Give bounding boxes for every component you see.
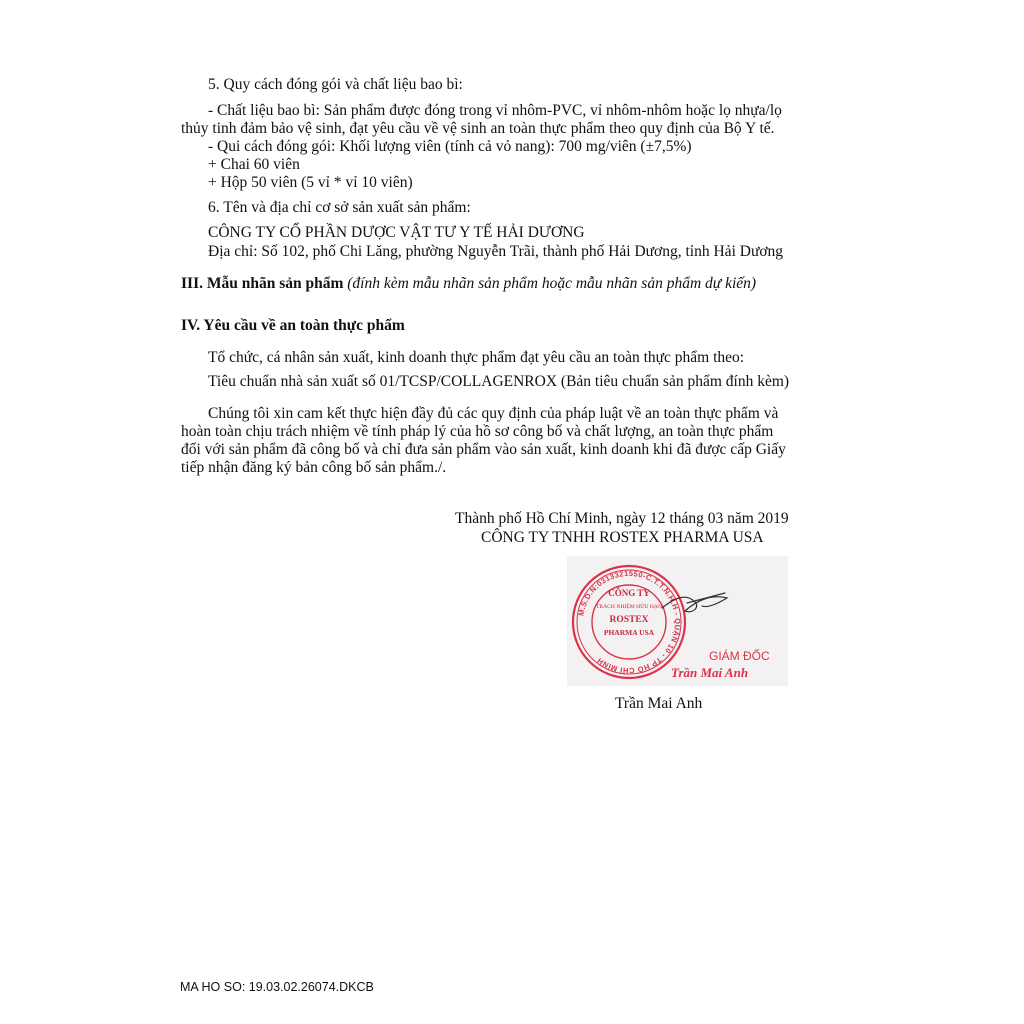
section6-heading: 6. Tên và địa chỉ cơ sở sản xuất sản phẩm: bbox=[208, 199, 471, 216]
commitment-line1: Chúng tôi xin cam kết thực hiện đầy đủ các quy định của pháp luật về an toàn thực phẩm và bbox=[208, 405, 779, 422]
company-seal-image bbox=[567, 556, 788, 686]
seal-center-line3: ROSTEX bbox=[609, 615, 649, 625]
section5-material-line1: - Chất liệu bao bì: Sản phẩm được đóng trong vỉ nhôm-PVC, vỉ nhôm-nhôm hoặc lọ nhựa/lọ bbox=[208, 102, 782, 119]
seal-center-line1: CÔNG TY bbox=[608, 588, 650, 598]
seal-handwritten-name: Trần Mai Anh bbox=[671, 665, 749, 680]
commitment-line3: đối với sản phẩm đã công bố và chỉ đưa sản phẩm vào sản xuất, kinh doanh khi đã được cấp Giấy bbox=[181, 441, 786, 458]
section5-packing-line: - Qui cách đóng gói: Khối lượng viên (tính cả vỏ nang): 700 mg/viên (±7,5%) bbox=[208, 138, 692, 155]
section3-heading-title: III. Mẫu nhãn sản phẩm bbox=[181, 275, 344, 292]
signer-name: Trần Mai Anh bbox=[615, 695, 703, 712]
seal-ring-text: M.S.D.N:0313321550-C.T.T.N.H.H - QUẬN 10 - TP HỒ CHÍ MINH bbox=[576, 568, 683, 676]
section6-address: Địa chỉ: Số 102, phố Chi Lăng, phường Nguyễn Trãi, thành phố Hải Dương, tỉnh Hải Dương bbox=[208, 243, 784, 260]
section5-material-line2: thủy tinh đảm bảo vệ sinh, đạt yêu cầu về vệ sinh an toàn thực phẩm theo quy định của Bộ Y tế. bbox=[181, 120, 775, 137]
seal-title: GIÁM ĐỐC bbox=[709, 649, 770, 663]
signature-company: CÔNG TY TNHH ROSTEX PHARMA USA bbox=[481, 529, 764, 546]
section5-option2: + Hộp 50 viên (5 vỉ * vỉ 10 viên) bbox=[208, 174, 413, 191]
section6-company: CÔNG TY CỔ PHẦN DƯỢC VẬT TƯ Y TẾ HẢI DƯƠNG bbox=[208, 224, 585, 241]
commitment-line4: tiếp nhận đăng ký bản công bố sản phẩm./. bbox=[181, 459, 447, 476]
section4-heading: IV. Yêu cầu về an toàn thực phẩm bbox=[181, 317, 405, 334]
section5-option1: + Chai 60 viên bbox=[208, 156, 300, 173]
seal-center-line4: PHARMA USA bbox=[603, 628, 655, 637]
commitment-line2: hoàn toàn chịu trách nhiệm về tính pháp lý của hồ sơ công bố và chất lượng, an toàn thực phẩm bbox=[181, 423, 774, 440]
signature-place-date: Thành phố Hồ Chí Minh, ngày 12 tháng 03 năm 2019 bbox=[455, 510, 789, 527]
record-code: MA HO SO: 19.03.02.26074.DKCB bbox=[180, 980, 374, 994]
section3-heading-note: (đính kèm mẫu nhãn sản phẩm hoặc mẫu nhãn sản phẩm dự kiến) bbox=[347, 275, 757, 292]
seal-center-line2: TRÁCH NHIỆM HỮU HẠN bbox=[595, 604, 663, 610]
section3-heading bbox=[181, 274, 756, 293]
section4-line2: Tiêu chuẩn nhà sản xuất số 01/TCSP/COLLAGENROX (Bản tiêu chuẩn sản phẩm đính kèm) bbox=[208, 373, 790, 390]
section4-line1: Tổ chức, cá nhân sản xuất, kinh doanh thực phẩm đạt yêu cầu an toàn thực phẩm theo: bbox=[208, 349, 745, 366]
section5-heading: 5. Quy cách đóng gói và chất liệu bao bì: bbox=[208, 76, 463, 93]
